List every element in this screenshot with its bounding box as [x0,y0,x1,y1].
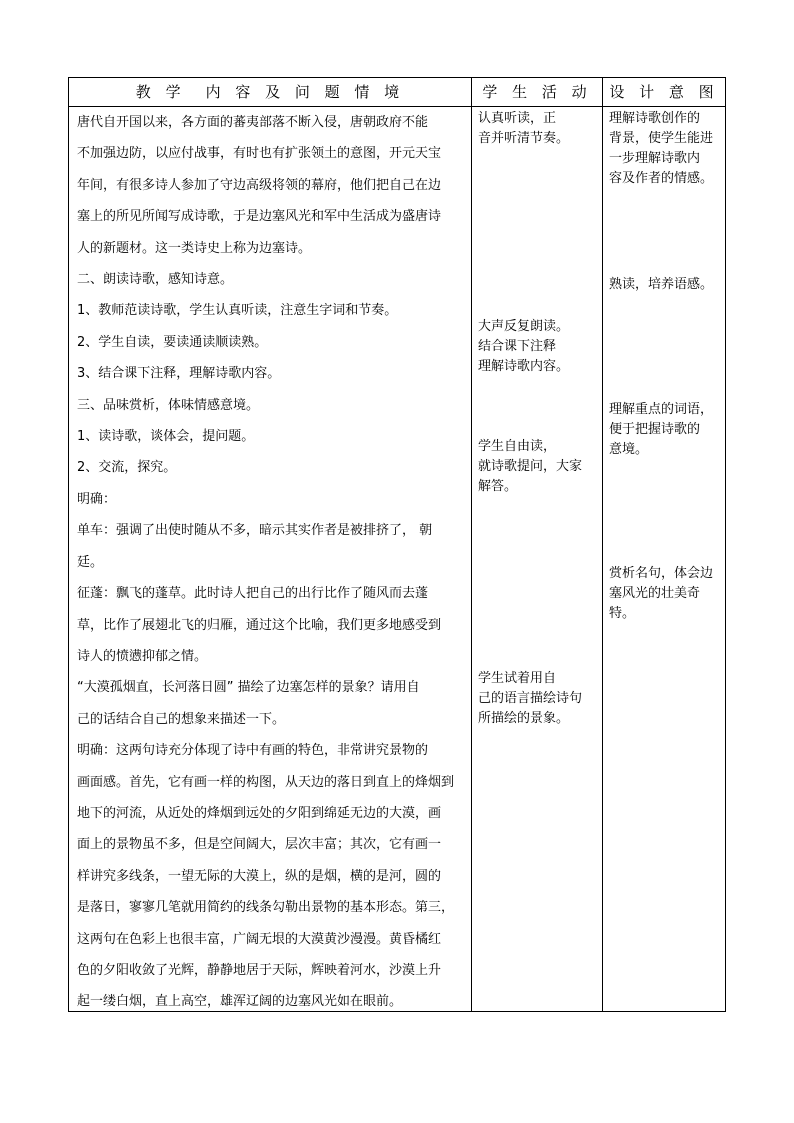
content-line: 单车：强调了出使时随从不多，暗示其实作者是被排挤了， 朝 [77,523,433,539]
content-line: 征蓬：飘飞的蓬草。此时诗人把自己的出行比作了随风而去蓬 [77,586,429,602]
activity-line: 就诗歌提问，大家 [478,459,583,474]
intent-line: 熟读，培养语感。 [609,277,714,292]
content-line: 2、交流，探究。 [77,460,177,476]
content-line: 不加强边防，以应付战事，有时也有扩张领土的意图，开元天宝 [77,146,442,162]
content-line: 3、结合课下注释，理解诗歌内容。 [77,366,281,382]
activity-line: 认真听读，正 [478,111,557,126]
activity-line: 所描绘的景象。 [478,711,570,726]
intent-line: 理解诗歌创作的 [609,111,701,126]
content-line: 人的新题材。这一类诗史上称为边塞诗。 [77,240,312,256]
content-line: 唐代自开国以来，各方面的蕃夷部落不断入侵，唐朝政府不能 [77,115,429,130]
intent-line: 容及作者的情感。 [609,171,714,186]
content-line: 廷。 [77,554,104,570]
intent-line: 特。 [609,606,636,621]
content-line: 这两句在色彩上也很丰富，广阔无垠的大漠黄沙漫漫。黄昏橘红 [77,931,442,947]
content-line: 明确： [77,491,117,507]
activities-column [472,107,602,1011]
intent-block [609,400,719,460]
content-line: 诗人的愤懑抑郁之情。 [77,648,208,664]
content-line: 面上的景物虽不多，但是空间阔大，层次丰富；其次，它有画一 [77,837,442,853]
intent-line: 塞风光的壮美奇 [609,586,701,601]
content-line: 塞上的所见所闻写成诗歌，于是边塞风光和军中生活成为盛唐诗 [77,209,442,225]
content-line: 是落日，寥寥几笔就用简约的线条勾勒出景物的基本形态。第三， [77,900,455,916]
intent-column [603,107,725,1011]
content-line: “大漠孤烟直，长河落日圆” 描绘了边塞怎样的景象？请用自 [77,680,420,696]
content-line: 样讲究多线条，一望无际的大漠上，纵的是烟，横的是河，圆的 [77,868,442,884]
content-line: 己的话结合自己的想象来描述一下。 [77,711,286,727]
activity-line: 学生试着用自 [478,671,557,686]
content-line: 1、读诗歌，谈体会，提问题。 [77,429,255,445]
content-line: 三、品味赏析，体味情感意境。 [77,397,260,413]
activity-line: 大声反复朗读。 [478,319,570,334]
activity-line: 理解诗歌内容。 [478,359,570,374]
intent-line: 赏析名句，体会边 [609,566,714,581]
header-intent: 设 计 意 图 [609,83,719,101]
intent-block [609,564,719,624]
content-line: 二、朗读诗歌，感知诗意。 [77,272,234,288]
content-line: 起一缕白烟，直上高空，雄浑辽阔的边塞风光如在眼前。 [77,994,403,1010]
content-line: 2、学生自读，要读通读顺读熟。 [77,334,268,350]
intent-block [609,109,719,189]
intent-line: 一步理解诗歌内 [609,151,701,166]
intent-line: 背景，使学生能进 [609,131,714,146]
activity-block [478,437,596,497]
activity-block [478,669,596,729]
content-line: 明确：这两句诗充分体现了诗中有画的特色，非常讲究景物的 [77,743,429,759]
intent-line: 意境。 [609,442,649,457]
activity-line: 己的语言描绘诗句 [478,691,583,706]
content-line: 地下的河流，从近处的烽烟到远处的夕阳到绵延无边的大漠，画 [77,805,442,821]
header-content: 教 学 内 容 及 问 题 情 境 [135,83,405,101]
content-line: 色的夕阳收敛了光辉，静静地居于天际，辉映着河水，沙漠上升 [77,962,442,978]
activity-line: 音并听清节奏。 [478,131,570,146]
activity-line: 学生自由读， [478,439,557,454]
activity-block [478,109,596,149]
content-line: 1、教师范读诗歌，学生认真听读，注意生字词和节奏。 [77,303,398,319]
intent-block [609,275,719,295]
activity-line: 结合课下注释 [478,339,557,354]
content-line: 年间，有很多诗人参加了守边高级将领的幕府，他们把自己在边 [77,177,442,193]
content-column [69,107,471,1011]
activity-line: 解答。 [478,479,518,494]
activity-block [478,317,596,377]
header-activities: 学 生 活 动 [482,83,592,101]
content-line: 画面感。首先，它有画一样的构图，从天边的落日到直上的烽烟到 [77,774,455,790]
lesson-table [68,77,726,1012]
content-line: 草，比作了展翅北飞的归雁，通过这个比喻，我们更多地感受到 [77,617,442,633]
intent-line: 便于把握诗歌的 [609,422,701,437]
intent-line: 理解重点的词语， [609,402,714,417]
